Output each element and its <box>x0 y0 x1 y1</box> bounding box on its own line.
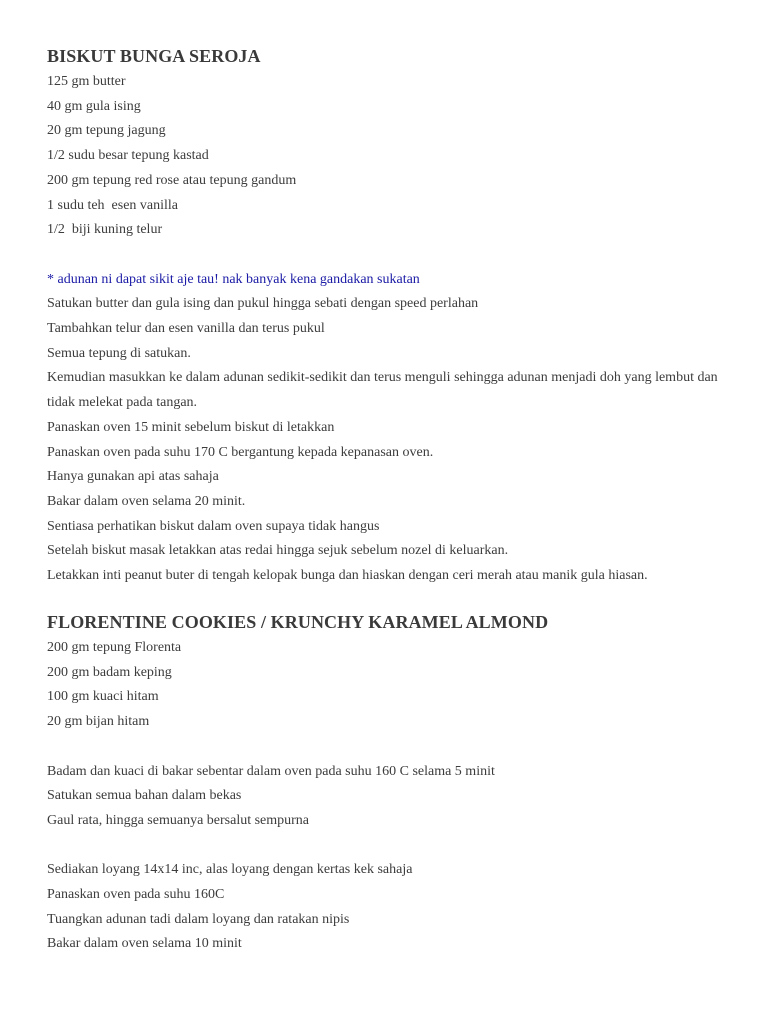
step-line: Bakar dalam oven selama 20 minit. <box>47 493 246 509</box>
ingredient-line: 100 gm kuaci hitam <box>47 689 159 705</box>
step-line: Panaskan oven 15 minit sebelum biskut di letakkan <box>47 419 335 435</box>
step-line: Kemudian masukkan ke dalam adunan sedikit-sedikit dan terus menguli sehingga adunan menjadi doh yang lembut dan tidak melekat pada tangan. <box>47 370 718 411</box>
step-line: Tuangkan adunan tadi dalam loyang dan ratakan nipis <box>47 911 350 927</box>
ingredient-line: 200 gm tepung red rose atau tepung gandum <box>47 172 297 188</box>
step-line: Satukan butter dan gula ising dan pukul hingga sebati dengan speed perlahan <box>47 296 479 312</box>
ingredient-line: 1/2 sudu besar tepung kastad <box>47 148 209 164</box>
ingredient-line: 200 gm tepung Florenta <box>47 640 182 655</box>
step-line: Badam dan kuaci di bakar sebentar dalam oven pada suhu 160 C selama 5 minit <box>47 763 495 779</box>
ingredient-line: 1 sudu teh esen vanilla <box>47 197 179 213</box>
spacer <box>47 243 747 268</box>
step-line: Hanya gunakan api atas sahaja <box>47 469 219 485</box>
ingredient-line: 125 gm butter <box>47 74 126 89</box>
recipe-body <box>47 636 495 957</box>
step-line: Letakkan inti peanut buter di tengah kelopak bunga dan hiaskan dengan ceri merah atau manik gula hiasan. <box>47 568 648 584</box>
step-line: Setelah biskut masak letakkan atas redai hingga sejuk sebelum nozel di keluarkan. <box>47 543 509 559</box>
recipe-body <box>47 70 747 589</box>
ingredient-line: 40 gm gula ising <box>47 98 141 114</box>
step-line: Sentiasa perhatikan biskut dalam oven supaya tidak hangus <box>47 518 380 534</box>
spacer <box>47 834 495 859</box>
ingredient-line: 1/2 biji kuning telur <box>47 222 163 238</box>
ingredient-line: 20 gm tepung jagung <box>47 123 166 139</box>
recipe-title: BISKUT BUNGA SEROJA <box>47 46 261 66</box>
recipe-title: FLORENTINE COOKIES / KRUNCHY KARAMEL ALMOND <box>47 612 549 632</box>
recipe-note: * adunan ni dapat sikit aje tau! nak banyak kena gandakan sukatan <box>47 271 420 287</box>
step-line: Satukan semua bahan dalam bekas <box>47 788 242 804</box>
step-line: Gaul rata, hingga semuanya bersalut sempurna <box>47 812 310 828</box>
ingredient-line: 200 gm badam keping <box>47 664 172 680</box>
ingredient-line: 20 gm bijan hitam <box>47 714 150 730</box>
step-line: Sediakan loyang 14x14 inc, alas loyang dengan kertas kek sahaja <box>47 862 413 878</box>
step-line: Panaskan oven pada suhu 170 C bergantung kepada kepanasan oven. <box>47 444 434 460</box>
spacer <box>47 735 495 760</box>
step-line: Panaskan oven pada suhu 160C <box>47 887 225 902</box>
step-line: Semua tepung di satukan. <box>47 345 191 361</box>
step-line: Tambahkan telur dan esen vanilla dan terus pukul <box>47 321 325 337</box>
step-line: Bakar dalam oven selama 10 minit <box>47 936 242 952</box>
